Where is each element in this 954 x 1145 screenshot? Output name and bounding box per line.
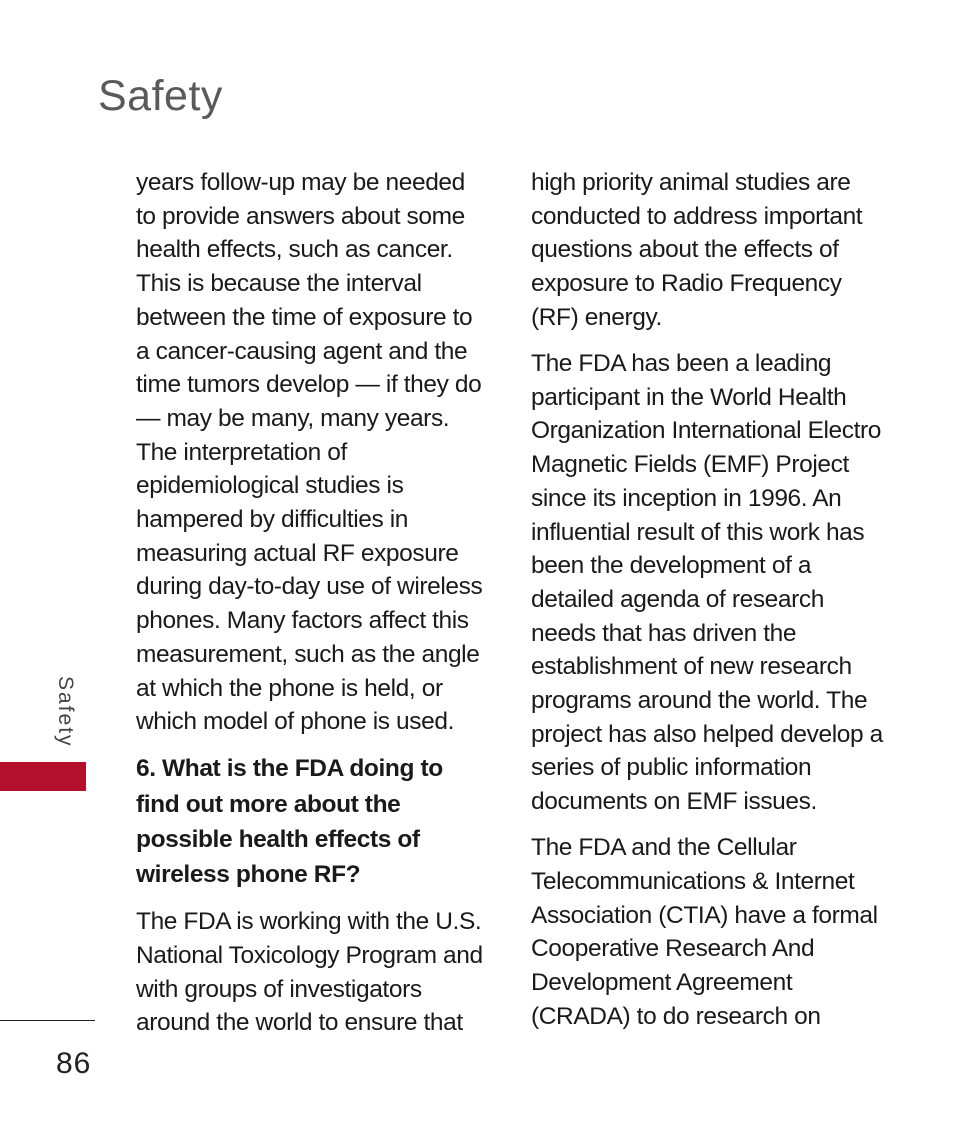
body-paragraph: The FDA has been a leading participant in the World Health Organization International Electro Magnetic Fields (EMF) Project since its inception in 1996. An influential result of this work has been the development of a detailed agenda of research needs that has driven the establishment of new research programs around the world. The project has also helped develop a series of public information documents on EMF issues. [531,350,883,816]
body-paragraph: high priority animal studies are conducted to address important questions about the effects of exposure to Radio Frequency (RF) energy. [531,169,863,331]
left-column [136,166,488,1052]
right-column [531,166,883,1046]
side-tab-marker [0,762,86,791]
body-paragraph: years follow-up may be needed to provide answers about some health effects, such as cancer. This is because the interval between the time of exposure to a cancer-causing agent and the time tumors develop — if they do — may be many, many years. The interpretation of epidemiological studies is hampered by difficulties in measuring actual RF exposure during day-to-day use of wireless phones. Many factors affect this measurement, such as the angle at which the phone is held, or which model of phone is used. [136,169,483,736]
page-title: Safety [98,72,223,120]
footer-divider [0,1020,95,1021]
page-number: 86 [56,1047,92,1080]
body-paragraph: The FDA is working with the U.S. National Toxicology Program and with groups of investigators around the world to ensure that [136,908,483,1037]
side-tab-label: Safety [54,676,77,748]
section-heading: 6. What is the FDA doing to find out more about the possible health effects of wireless phone RF? [136,755,443,889]
body-paragraph: The FDA and the Cellular Telecommunications & Internet Association (CTIA) have a formal Cooperative Research And Development Agreement (CRADA) to do research on [531,834,878,1030]
